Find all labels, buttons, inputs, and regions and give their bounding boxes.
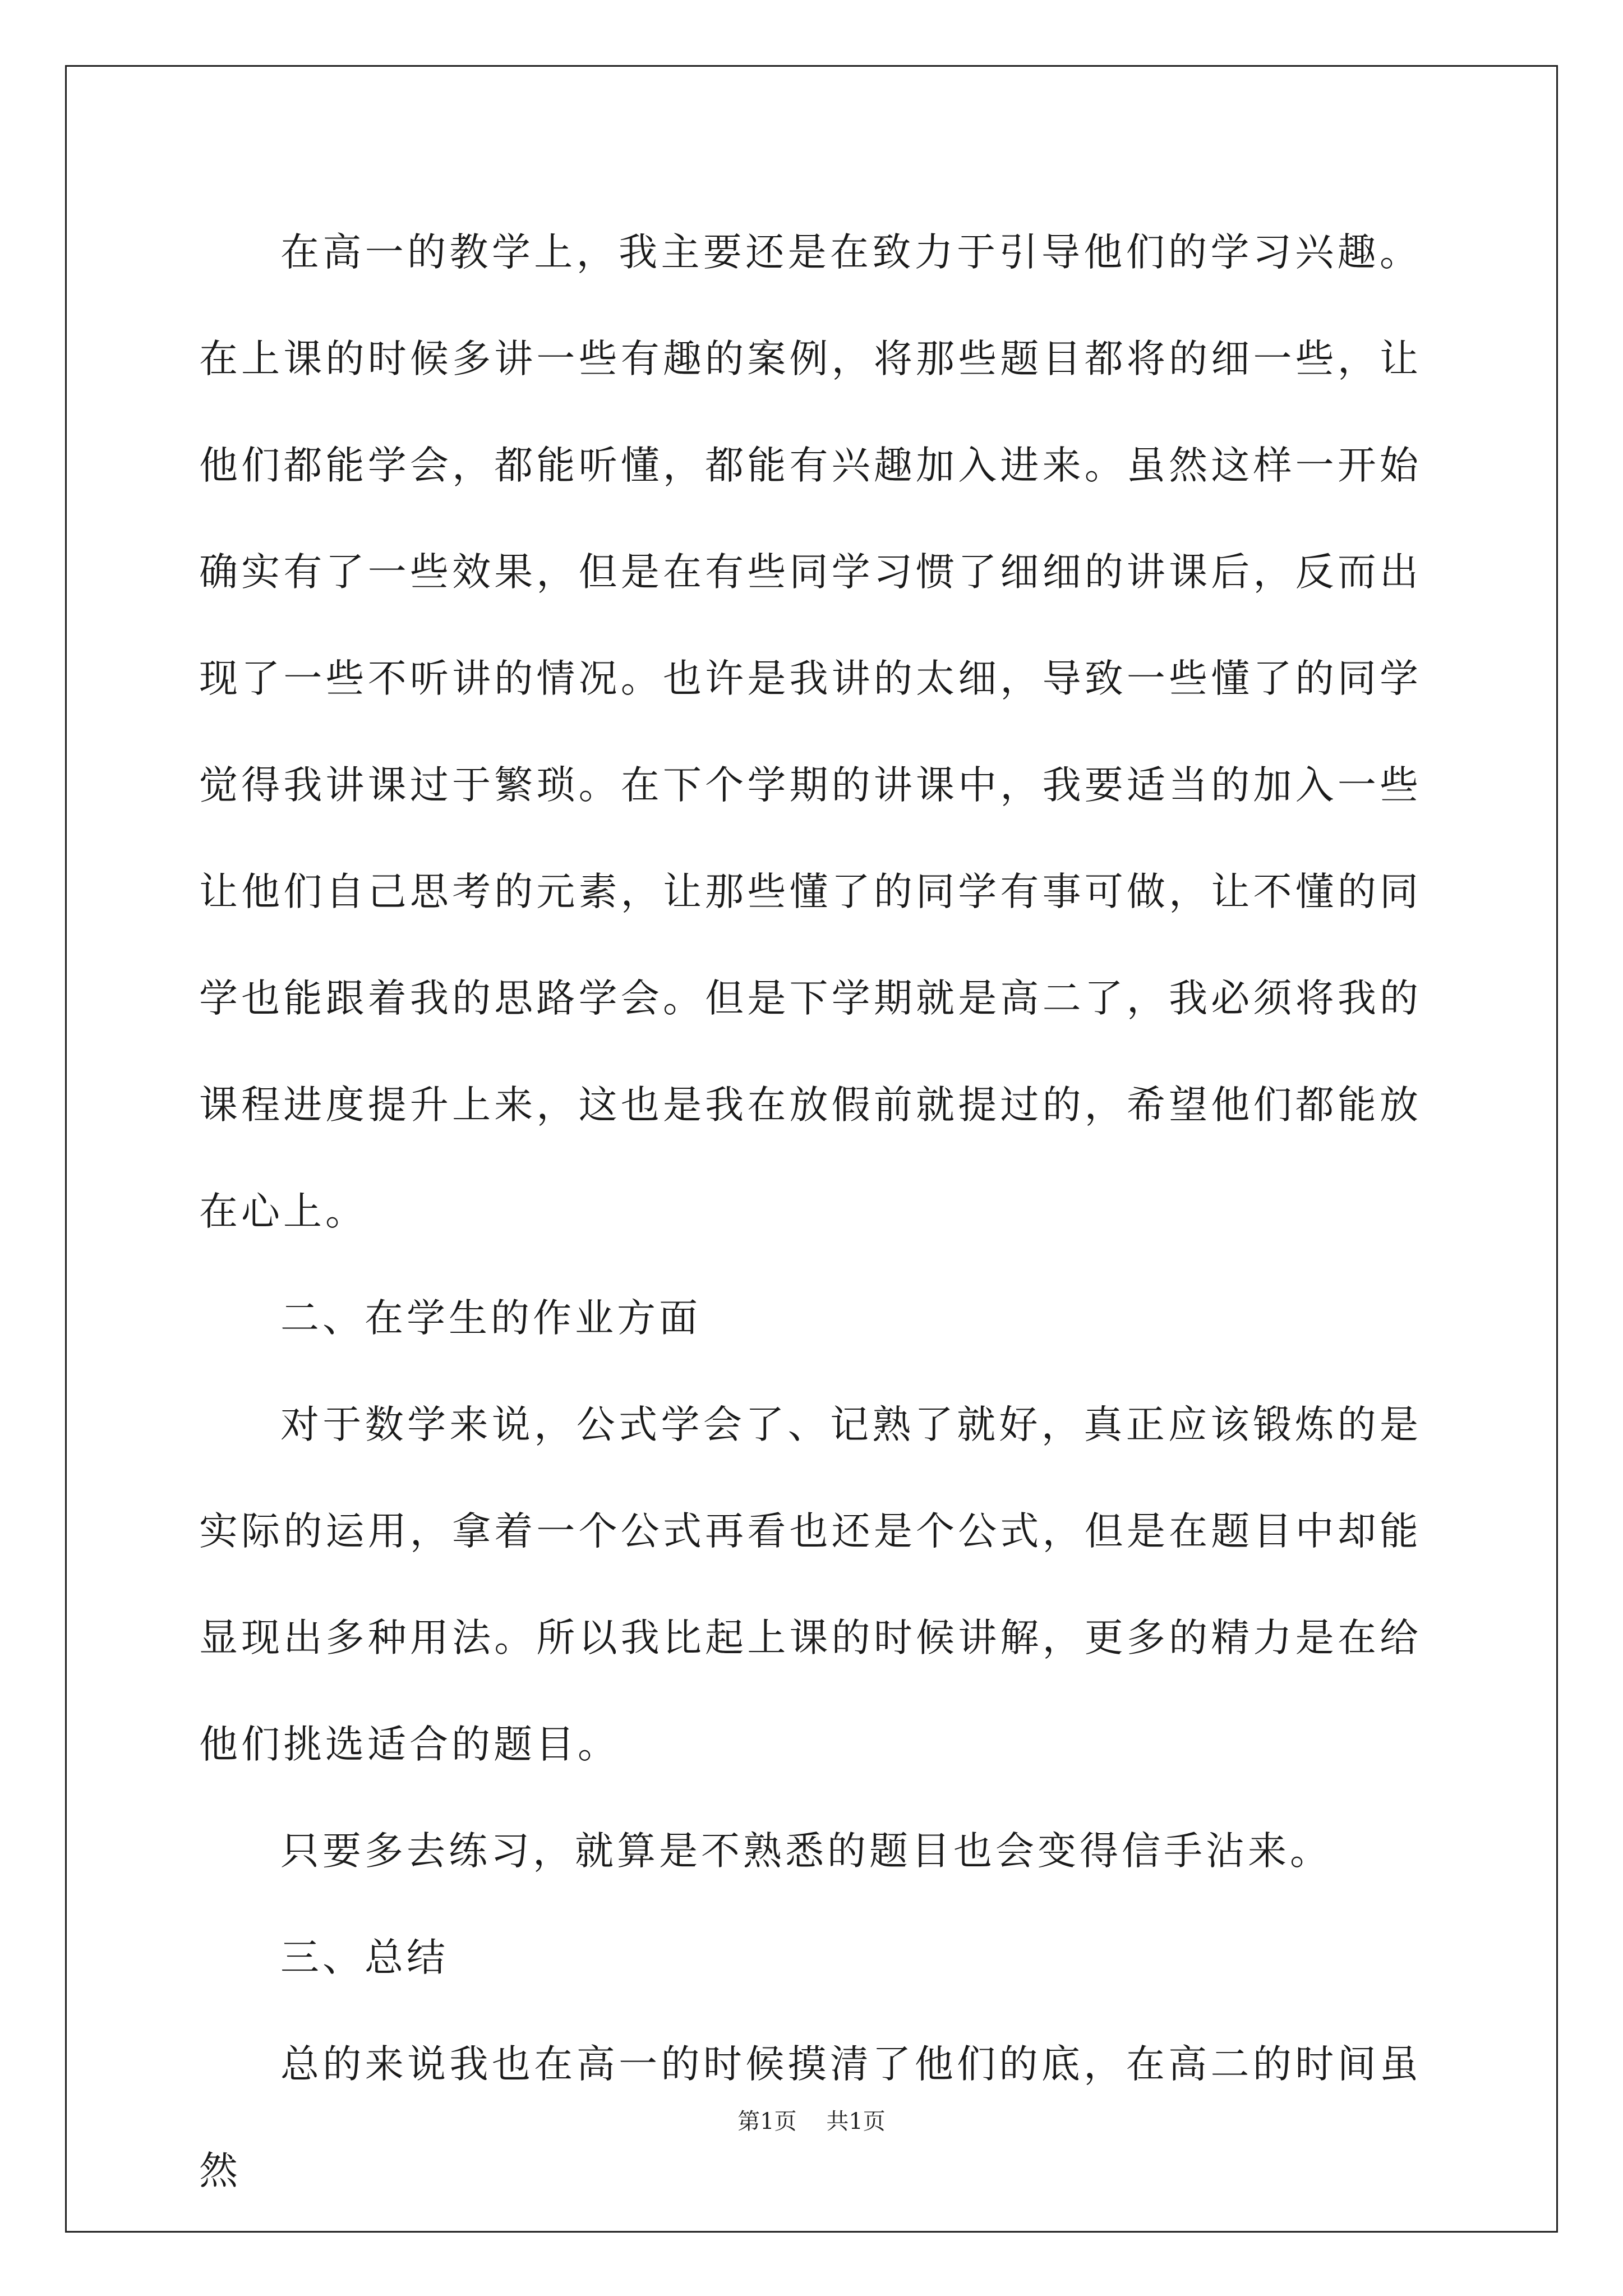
heading-summary: 三、总结 [280, 1935, 449, 1980]
paragraph-practice: 只要多去练习，就算是不熟悉的题目也会变得信手沾来。 [280, 1829, 1332, 1874]
page-footer [0, 2104, 1623, 2136]
page-total: 共1页 [826, 2109, 886, 2134]
document-body [199, 199, 1422, 2224]
paragraph-homework: 对于数学来说，公式学会了、记熟了就好，真正应该锻炼的是实际的运用，拿着一个公式再看也还是个公式，但是在题目中却能显现出多种用法。所以我比起上课的时候讲解，更多的精力是在给他们挑选适合的题目。 [199, 1402, 1422, 1767]
paragraph-teaching: 在高一的教学上，我主要还是在致力于引导他们的学习兴趣。在上课的时候多讲一些有趣的案例，将那些题目都将的细一些，让他们都能学会，都能听懂，都能有兴趣加入进来。虽然这样一开始确实有了一些效果，但是在有些同学习惯了细细的讲课后，反而出现了一些不听讲的情况。也许是我讲的太细，导致一些懂了的同学觉得我讲课过于繁琐。在下个学期的讲课中，我要适当的加入一些让他们自己思考的元素，让那些懂了的同学有事可做，让不懂的同学也能跟着我的思路学会。但是下学期就是高二了，我必须将我的课程进度提升上来，这也是我在放假前就提过的，希望他们都能放在心上。 [199, 230, 1422, 1234]
heading-homework: 二、在学生的作业方面 [280, 1296, 701, 1341]
page-number: 第1页 [737, 2109, 797, 2134]
paragraph-summary: 总的来说我也在高一的时候摸清了他们的底，在高二的时间虽然 [199, 2042, 1422, 2193]
